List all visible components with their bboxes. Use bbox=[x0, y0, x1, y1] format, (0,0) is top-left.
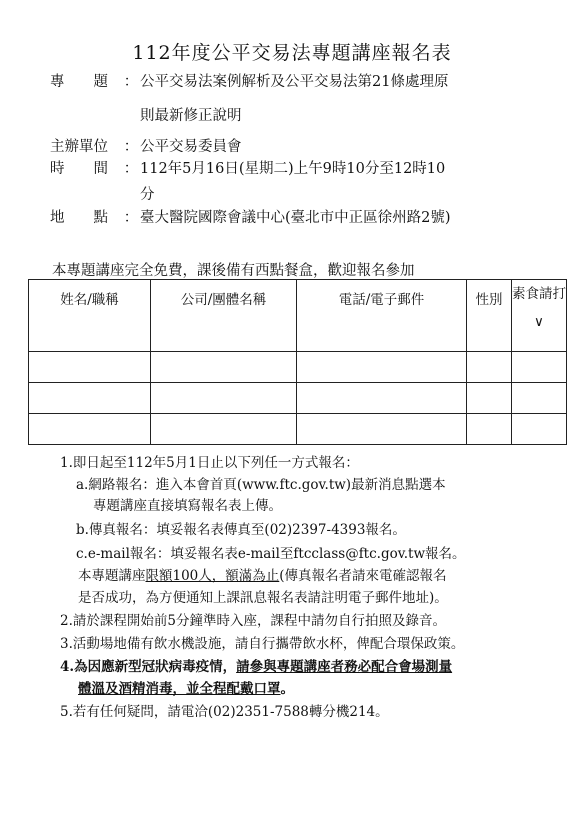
cell-name[interactable] bbox=[29, 352, 151, 383]
time-label: 時 間 bbox=[50, 161, 108, 177]
cell-name[interactable] bbox=[29, 414, 151, 445]
cell-vegetarian[interactable] bbox=[512, 383, 567, 414]
table-row bbox=[29, 414, 567, 445]
item-4-end: 。 bbox=[280, 681, 294, 697]
place-value: 臺大醫院國際會議中心(臺北市中正區徐州路2號) bbox=[140, 210, 451, 226]
item-4-underlined: 請參與專題講座者務必配合會場測量 bbox=[236, 659, 453, 675]
item-4-line2 bbox=[78, 677, 294, 697]
free-note: 本專題講座完全免費，課後備有西點餐盒，歡迎報名參加 bbox=[52, 263, 415, 279]
time-value-line2: 分 bbox=[140, 187, 155, 203]
list-item-5 bbox=[60, 700, 389, 720]
list-item-1 bbox=[60, 451, 359, 471]
header-name-title: 姓名/職稱 bbox=[29, 280, 151, 352]
topic-value-line1: 公平交易法案例解析及公平交易法第21條處理原 bbox=[140, 74, 449, 90]
topic-label: 專 題 bbox=[50, 74, 108, 90]
cell-gender[interactable] bbox=[467, 414, 512, 445]
item-5-number: 5. bbox=[60, 704, 73, 720]
header-vegetarian: 素食請打∨ bbox=[512, 280, 567, 352]
header-company: 公司/團體名稱 bbox=[151, 280, 297, 352]
organizer-row bbox=[50, 135, 242, 156]
cell-phone-email[interactable] bbox=[297, 414, 467, 445]
limit-underlined: 限額100人，額滿為止 bbox=[145, 568, 280, 584]
list-item-3 bbox=[60, 632, 464, 652]
limit-pre: 本專題講座 bbox=[78, 568, 146, 584]
table-header-row bbox=[29, 280, 567, 352]
cell-company[interactable] bbox=[151, 383, 297, 414]
item-1a-line2: 專題講座直接填寫報名表上傳。 bbox=[93, 498, 282, 514]
table-row bbox=[29, 383, 567, 414]
cell-company[interactable] bbox=[151, 414, 297, 445]
limit-post: (傳真報名者請來電確認報名 bbox=[279, 568, 447, 584]
place-row bbox=[50, 206, 451, 227]
registration-table bbox=[28, 279, 567, 445]
table-row bbox=[29, 352, 567, 383]
cell-company[interactable] bbox=[151, 352, 297, 383]
item-3-number: 3. bbox=[60, 636, 73, 652]
item-4-pre: 為因應新型冠狀病毒疫情， bbox=[74, 659, 237, 675]
item-1-text: 即日起至112年5月1日止以下列任一方式報名： bbox=[72, 455, 359, 471]
cell-name[interactable] bbox=[29, 383, 151, 414]
limit-line1 bbox=[78, 564, 447, 584]
organizer-label: 主辦單位 bbox=[50, 139, 108, 155]
place-colon: ： bbox=[123, 210, 139, 226]
topic-colon: ： bbox=[123, 74, 139, 90]
item-1-number: 1. bbox=[60, 455, 73, 471]
item-2-text: 請於課程開始前5分鐘準時入座，課程中請勿自行拍照及錄音。 bbox=[72, 613, 446, 629]
topic-row bbox=[50, 70, 448, 91]
organizer-value: 公平交易委員會 bbox=[140, 139, 242, 155]
cell-vegetarian[interactable] bbox=[512, 352, 567, 383]
item-4-number: 4. bbox=[60, 659, 75, 675]
header-gender: 性別 bbox=[467, 280, 512, 352]
cell-gender[interactable] bbox=[467, 383, 512, 414]
list-item-4 bbox=[60, 655, 452, 675]
organizer-colon: ： bbox=[123, 139, 139, 155]
place-label: 地 點 bbox=[50, 210, 108, 226]
item-5-text: 若有任何疑問，請電洽(02)2351-7588轉分機214。 bbox=[72, 704, 389, 720]
cell-phone-email[interactable] bbox=[297, 383, 467, 414]
item-3-text: 活動場地備有飲水機設施，請自行攜帶飲水杯，俾配合環保政策。 bbox=[72, 636, 465, 652]
topic-value-line2: 則最新修正說明 bbox=[140, 108, 242, 124]
time-value-line1: 112年5月16日(星期二)上午9時10分至12時10 bbox=[140, 161, 446, 177]
item-2-number: 2. bbox=[60, 613, 73, 629]
form-title: 112年度公平交易法專題講座報名表 bbox=[132, 42, 452, 64]
cell-vegetarian[interactable] bbox=[512, 414, 567, 445]
list-item-2 bbox=[60, 609, 446, 629]
limit-line2: 是否成功，為方便通知上課訊息報名表請註明電子郵件地址)。 bbox=[78, 590, 448, 606]
time-row bbox=[50, 157, 445, 178]
item-1b: b.傳真報名：填妥報名表傳真至(02)2397-4393報名。 bbox=[76, 522, 406, 538]
cell-gender[interactable] bbox=[467, 352, 512, 383]
header-phone-email: 電話/電子郵件 bbox=[297, 280, 467, 352]
time-colon: ： bbox=[123, 161, 139, 177]
cell-phone-email[interactable] bbox=[297, 352, 467, 383]
item-1c: c.e-mail報名：填妥報名表e-mail至ftcclass@ftc.gov.tw報名。 bbox=[76, 546, 466, 562]
item-4-line2-text: 體溫及酒精消毒，並全程配戴口罩 bbox=[78, 681, 281, 697]
item-1a-line1: a.網路報名：進入本會首頁(www.ftc.gov.tw)最新消息點選本 bbox=[76, 477, 446, 493]
